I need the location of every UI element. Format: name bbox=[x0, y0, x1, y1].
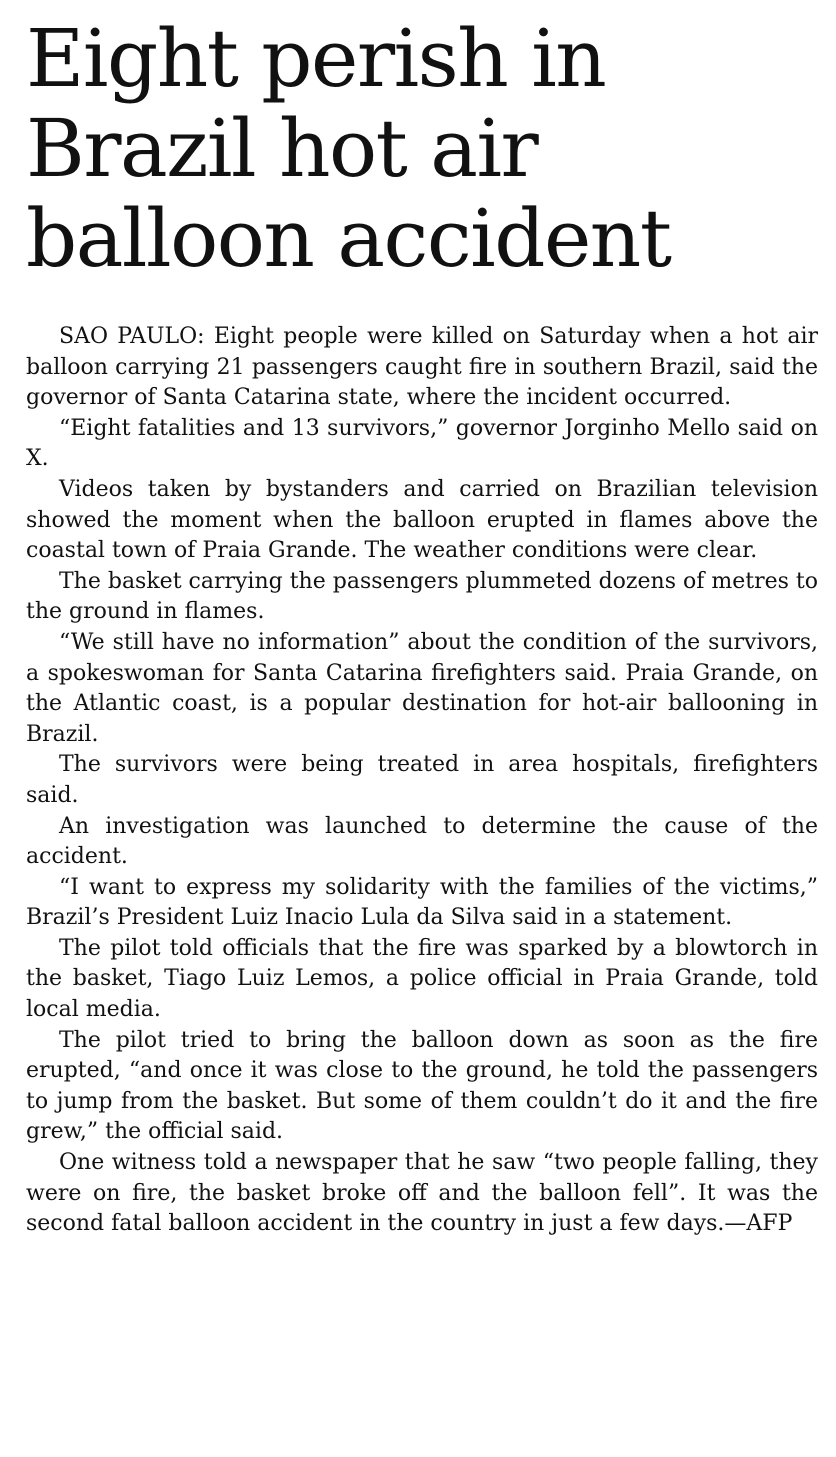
paragraph: The basket carrying the passengers plummeted dozens of metres to the ground in flames. bbox=[26, 568, 818, 625]
paragraph: The pilot told officials that the fire was sparked by a blowtorch in the basket, Tiago Luiz Lemos, a police official in Praia Grande, told local media. bbox=[26, 935, 818, 1023]
paragraph: The survivors were being treated in area hospitals, firefighters said. bbox=[26, 752, 818, 808]
paragraph: “Eight fatalities and 13 survivors,” governor Jorginho Mello said on X. bbox=[26, 415, 818, 472]
paragraph: The pilot tried to bring the balloon down as soon as the fire erupted, “and once it was close to the ground, he told the passengers to jump from the basket. But some of them couldn’t do it and the fire grew,” the official said. bbox=[26, 1027, 818, 1145]
paragraph: One witness told a newspaper that he saw “two people falling, they were on fire, the basket broke off and the balloon fell”. It was the second fatal balloon accident in the country in just a few days.—AFP bbox=[26, 1150, 818, 1237]
paragraph: “I want to express my solidarity with the families of the victims,” Brazil’s President Luiz Inacio Lula da Silva said in a statement. bbox=[26, 874, 818, 931]
article-body bbox=[26, 322, 818, 1240]
news-article bbox=[26, 14, 818, 1240]
paragraph: “We still have no information” about the condition of the survivors, a spokeswoman for Santa Catarina firefighters said. Praia Grande, on the Atlantic coast, is a popular destination for hot-air ballooning in Brazil. bbox=[26, 629, 818, 747]
paragraph: SAO PAULO: Eight people were killed on Saturday when a hot air balloon carrying 21 passengers caught fire in southern Brazil, said the governor of Santa Catarina state, where the incident occurred. bbox=[26, 324, 818, 411]
headline: Eight perish in Brazil hot air balloon accident bbox=[26, 12, 671, 285]
paragraph: An investigation was launched to determine the cause of the accident. bbox=[26, 813, 818, 870]
paragraph: Videos taken by bystanders and carried on Brazilian television showed the moment when the balloon erupted in flames above the coastal town of Praia Grande. The weather conditions were clear. bbox=[26, 476, 818, 564]
